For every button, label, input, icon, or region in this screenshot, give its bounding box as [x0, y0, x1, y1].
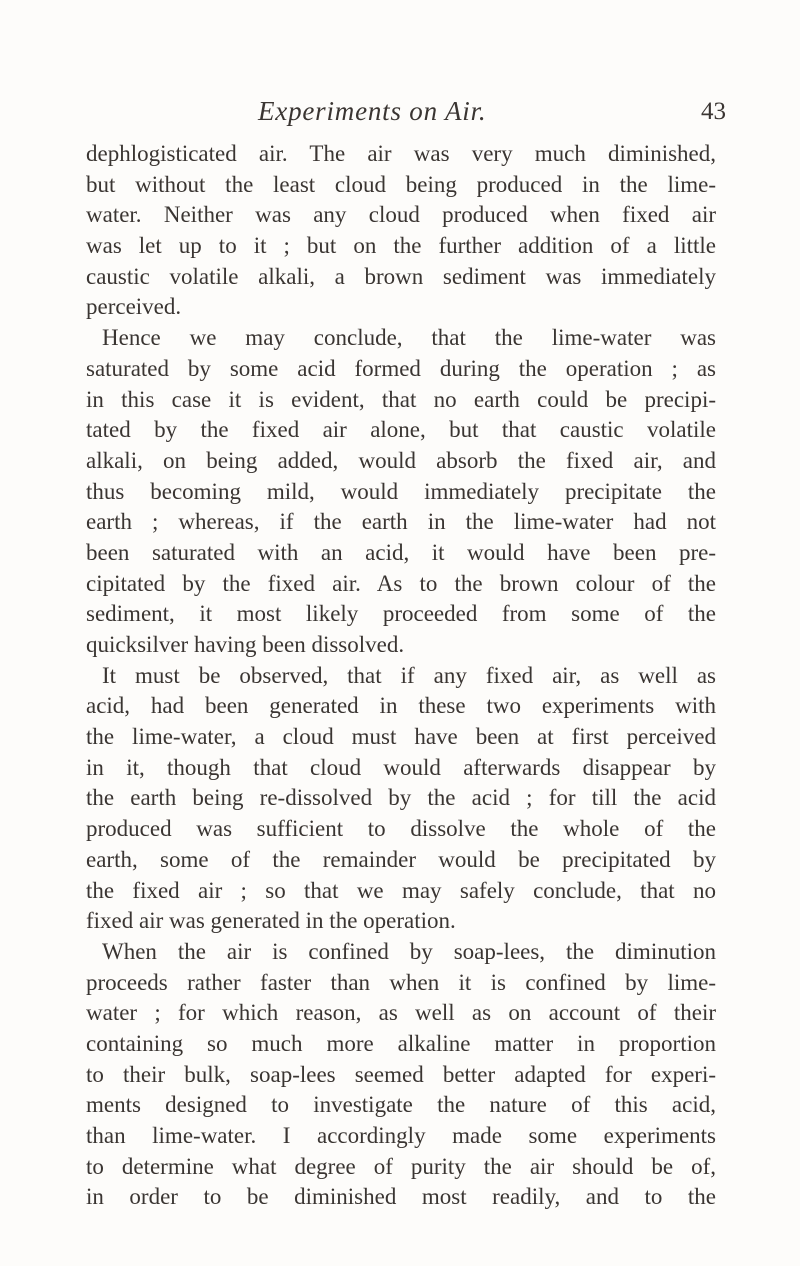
text-line: proceeds rather faster than when it is confined by lime- [86, 969, 716, 995]
paragraph [86, 937, 716, 1213]
text-line: Hence we may conclude, that the lime-water was [102, 325, 716, 351]
text-line: fixed air was generated in the operation. [86, 908, 456, 934]
text-line: tated by the fixed air alone, but that caustic volatile [86, 417, 716, 443]
text-line: acid, had been generated in these two experiments with [86, 693, 716, 719]
paragraph [86, 139, 716, 323]
page-header [0, 96, 800, 136]
body-text [86, 139, 716, 1213]
text-line: caustic volatile alkali, a brown sediment was immediately [86, 263, 716, 289]
text-line: the fixed air ; so that we may safely conclude, that no [86, 877, 716, 903]
text-line: the earth being re-dissolved by the acid ; for till the acid [86, 785, 716, 811]
text-line: saturated by some acid formed during the operation ; as [86, 355, 716, 381]
text-line: cipitated by the fixed air. As to the brown colour of the [86, 570, 716, 596]
paragraph [86, 661, 716, 937]
text-line: alkali, on being added, would absorb the fixed air, and [86, 447, 716, 473]
text-line: water ; for which reason, as well as on account of their [86, 1000, 716, 1026]
text-line: to their bulk, soap-lees seemed better adapted for experi- [86, 1061, 716, 1087]
text-line: earth ; whereas, if the earth in the lime-water had not [86, 509, 716, 535]
text-line: earth, some of the remainder would be precipitated by [86, 846, 716, 872]
text-line: perceived. [86, 294, 182, 320]
text-line: in this case it is evident, that no earth could be precipi- [86, 386, 716, 412]
text-line: been saturated with an acid, it would have been pre- [86, 539, 716, 565]
text-line: dephlogisticated air. The air was very much diminished, [86, 141, 716, 166]
text-line: than lime-water. I accordingly made some experiments [86, 1123, 716, 1148]
text-line: water. Neither was any cloud produced when fixed air [86, 202, 716, 228]
text-line: quicksilver having been dissolved. [86, 632, 405, 657]
text-line: but without the least cloud being produced in the lime- [86, 171, 716, 197]
text-line: in it, though that cloud would afterwards disappear by [86, 754, 716, 780]
text-line: to determine what degree of purity the air should be of, [86, 1153, 716, 1179]
text-line: When the air is confined by soap-lees, the diminution [102, 938, 716, 964]
running-title: Experiments on Air. [258, 96, 487, 126]
text-line: sediment, it most likely proceeded from some of the [86, 601, 716, 627]
text-line: thus becoming mild, would immediately precipitate the [86, 478, 716, 504]
text-line: was let up to it ; but on the further addition of a little [86, 233, 716, 259]
paragraph [86, 323, 716, 661]
page-number: 43 [701, 98, 726, 125]
text-line: It must be observed, that if any fixed air, as well as [102, 662, 716, 688]
text-line: ments designed to investigate the nature of this acid, [86, 1092, 716, 1118]
text-line: in order to be diminished most readily, and to the [86, 1184, 716, 1210]
text-line: produced was sufficient to dissolve the whole of the [86, 816, 716, 842]
text-line: the lime-water, a cloud must have been at first perceived [86, 724, 716, 750]
text-line: containing so much more alkaline matter in proportion [86, 1030, 716, 1056]
